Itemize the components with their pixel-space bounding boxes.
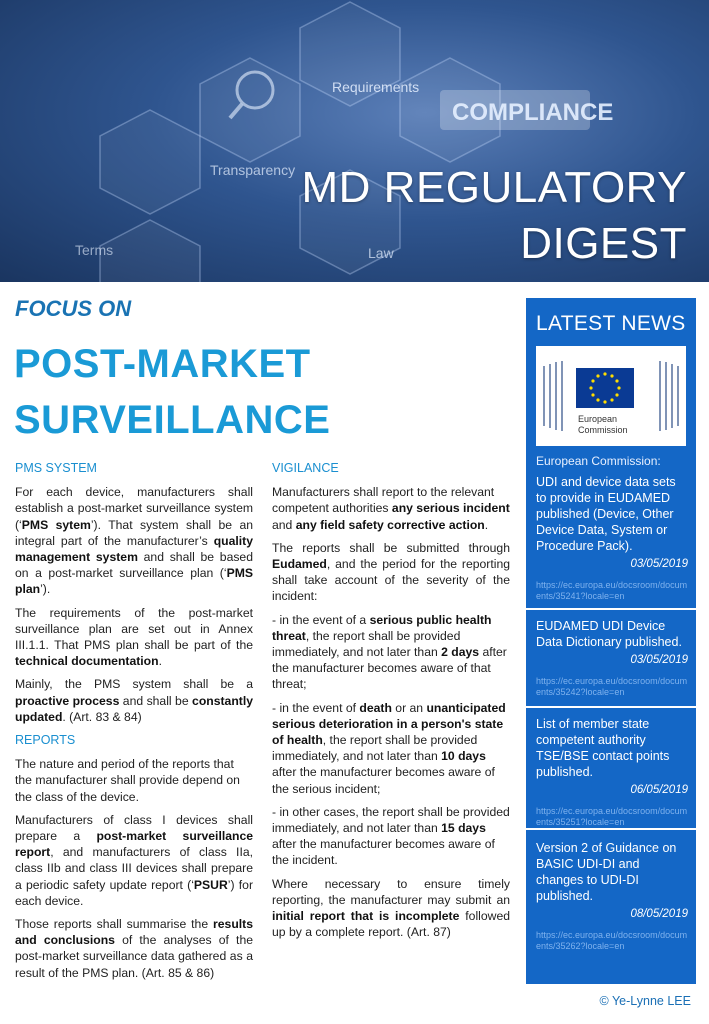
news-item-link[interactable]: https://ec.europa.eu/docsroom/documents/35242?locale=en xyxy=(536,676,688,697)
news-item-link[interactable]: https://ec.europa.eu/docsroom/documents/35251?locale=en xyxy=(536,806,688,827)
pms-paragraph-2: The requirements of the post-market surveillance plan are set out in Annex III.1.1. That PMS plan shall be part of the technical documentation. xyxy=(15,605,253,669)
vigilance-paragraph-4: - in the event of death or an unanticipated serious deterioration in a person's state of health, the report shall be provided immediately, and not later than 10 days after the manufacturer becomes aware of the serious incident; xyxy=(272,700,506,796)
news-item-date: 06/05/2019 xyxy=(630,784,688,796)
reports-paragraph-1: The nature and period of the reports that the manufacturer shall provide depend on the class of the device. xyxy=(15,757,240,804)
vigilance-paragraph-6: Where necessary to ensure timely reporting, the manufacturer may submit an initial report that is incomplete followed up by a complete report. (Art. 87) xyxy=(272,876,511,940)
news-item-date: 08/05/2019 xyxy=(630,908,688,920)
left-column xyxy=(15,460,253,988)
news-item-title: UDI and device data sets to provide in EUDAMED published (Device, Other Device Data, System or Procedure Pack). xyxy=(536,475,676,553)
latest-news-panel xyxy=(526,298,696,984)
pms-paragraph-3: Mainly, the PMS system shall be a proactive process and shall be constantly updated. (Art. 83 & 84) xyxy=(15,677,253,724)
vigilance-paragraph-1: Manufacturers shall report to the relevant competent authorities any serious incident and any field safety corrective action. xyxy=(272,485,510,532)
news-item-title: Version 2 of Guidance on BASIC UDI-DI and changes to UDI-DI published. xyxy=(536,841,677,903)
latest-news-heading: LATEST NEWS xyxy=(536,312,686,335)
middle-column xyxy=(272,460,510,947)
logo-text-commission: Commission xyxy=(578,425,628,435)
vigilance-paragraph-3: - in the event of a serious public health threat, the report shall be provided immediately, and not later than 2 days after the manufacturer becomes aware of that threat; xyxy=(272,612,507,692)
reports-paragraph-3: Those reports shall summarise the results and conclusions of the analyses of the post-market surveillance data gathered as a result of the PMS plan. (Art. 85 & 86) xyxy=(15,917,253,980)
header-title: MD REGULATORY DIGEST xyxy=(301,163,687,268)
news-item-title: EUDAMED UDI Device Data Dictionary published. xyxy=(536,619,682,649)
requirements-word: Requirements xyxy=(332,79,420,95)
news-item xyxy=(536,618,688,698)
terms-word: Terms xyxy=(75,242,114,258)
vigilance-heading: VIGILANCE xyxy=(272,461,339,475)
page-title: POST-MARKET SURVEILLANCE xyxy=(14,342,331,442)
news-item xyxy=(536,474,688,602)
news-item-title: List of member state competent authority TSE/BSE contact points published. xyxy=(536,717,670,779)
news-item-date: 03/05/2019 xyxy=(630,654,688,666)
news-item xyxy=(536,840,688,952)
focus-label: FOCUS ON xyxy=(15,296,132,321)
news-item xyxy=(536,716,688,828)
news-divider xyxy=(526,608,696,610)
logo-text-european: European xyxy=(578,414,618,424)
pms-paragraph-1: For each device, manufacturers shall establish a post-market surveillance system (‘PMS sytem’). That system shall be an integral part of the manufacturer’s quality management system and shall be based on a post-market surveillance plan (‘PMS plan’). xyxy=(15,485,253,597)
european-commission-logo xyxy=(536,346,686,446)
copyright: © Ye-Lynne LEE xyxy=(599,994,691,1008)
header-banner xyxy=(0,0,709,282)
news-divider xyxy=(526,828,696,830)
law-word: Law xyxy=(368,245,394,261)
transparency-word: Transparency xyxy=(210,162,296,178)
vigilance-paragraph-2: The reports shall be submitted through Eudamed, and the period for the reporting shall take account of the severity of the incident: xyxy=(272,540,510,604)
vigilance-paragraph-5: - in other cases, the report shall be provided immediately, and not later than 15 days after the manufacturer becomes aware of the incident. xyxy=(272,804,510,868)
compliance-word: COMPLIANCE xyxy=(452,99,614,126)
pms-heading: PMS SYSTEM xyxy=(15,461,97,475)
news-source: European Commission: xyxy=(536,454,661,468)
news-item-link[interactable]: https://ec.europa.eu/docsroom/documents/35241?locale=en xyxy=(536,580,688,601)
reports-heading: REPORTS xyxy=(15,733,76,748)
news-divider xyxy=(526,706,696,708)
news-item-link[interactable]: https://ec.europa.eu/docsroom/documents/35262?locale=en xyxy=(536,930,688,951)
news-item-date: 03/05/2019 xyxy=(630,558,688,570)
reports-paragraph-2: Manufacturers of class I devices shall prepare a post-market surveillance report, and manufacturers of class IIa, class IIb and class III devices shall prepare a periodic safety update report (‘PSUR’) for each device. xyxy=(15,812,253,908)
